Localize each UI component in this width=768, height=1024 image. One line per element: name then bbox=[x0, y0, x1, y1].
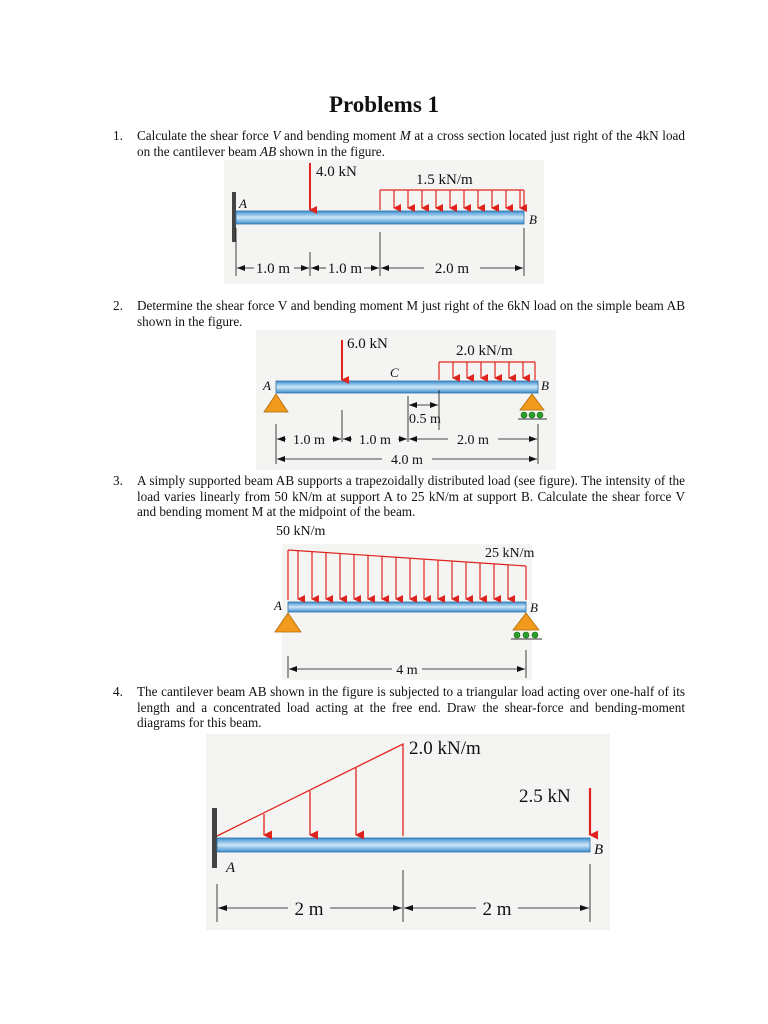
problem-text: The cantilever beam AB shown in the figure is subjected to a triangular load acting over one-half of its length and a concentrated load acting at the free end. Draw the shear-force and bending-moment diagrams for this beam. bbox=[137, 684, 685, 730]
label-b: B bbox=[529, 212, 537, 227]
problem-number: 3. bbox=[113, 473, 123, 488]
dim-1: 1.0 m bbox=[293, 433, 325, 448]
figure-2-simple-beam bbox=[256, 330, 556, 470]
distributed-load-label: 1.5 kN/m bbox=[416, 172, 473, 188]
figure-1-cantilever-beam bbox=[224, 160, 544, 284]
dim-2: 1.0 m bbox=[327, 261, 363, 277]
figure-3-trapezoidal-load bbox=[262, 522, 562, 680]
problem-number: 4. bbox=[113, 684, 123, 699]
problem-text: Calculate the shear force V and bending moment M at a cross section located just right of the 4kN load on the cantilever beam AB shown in the figure. bbox=[137, 128, 686, 159]
triangular-load-label: 2.0 kN/m bbox=[409, 738, 481, 759]
label-a: A bbox=[263, 378, 271, 393]
page-title: Problems 1 bbox=[328, 92, 440, 117]
label-a: A bbox=[226, 860, 236, 876]
load-left-label: 50 kN/m bbox=[276, 524, 326, 539]
dim-total: 4 m bbox=[396, 663, 418, 678]
label-a: A bbox=[274, 598, 282, 613]
dim-1: 2 m bbox=[294, 899, 324, 920]
load-right-label: 25 kN/m bbox=[485, 546, 535, 561]
problem-text: A simply supported beam AB supports a trapezoidally distributed load (see figure). The intensity of the load varies linearly from 50 kN/m at support A to 25 kN/m at support B. Calculate the shear force V and bending moment M at the midpoint of the beam. bbox=[137, 473, 685, 519]
point-load-label: 6.0 kN bbox=[347, 336, 388, 352]
problem-number: 1. bbox=[113, 128, 123, 143]
label-b: B bbox=[530, 600, 538, 615]
dim-2: 1.0 m bbox=[359, 433, 391, 448]
problem-number: 2. bbox=[113, 298, 123, 313]
label-b: B bbox=[541, 378, 549, 393]
dim-3: 2.0 m bbox=[457, 433, 489, 448]
label-b: B bbox=[594, 842, 604, 858]
dim-1: 1.0 m bbox=[255, 261, 291, 277]
label-a: A bbox=[239, 196, 247, 211]
label-c: C bbox=[390, 365, 399, 380]
problem-text: Determine the shear force V and bending moment M just right of the 6kN load on the simple beam AB shown in the figure. bbox=[137, 298, 685, 329]
dim-c: 0.5 m bbox=[409, 412, 441, 427]
dim-3: 2.0 m bbox=[434, 261, 470, 277]
point-load-label: 2.5 kN bbox=[519, 786, 571, 807]
dim-total: 4.0 m bbox=[391, 453, 423, 468]
point-load-label: 4.0 kN bbox=[316, 164, 357, 180]
distributed-load-label: 2.0 kN/m bbox=[456, 343, 513, 359]
dim-2: 2 m bbox=[482, 899, 512, 920]
figure-4-cantilever-triangular-load bbox=[206, 734, 610, 930]
